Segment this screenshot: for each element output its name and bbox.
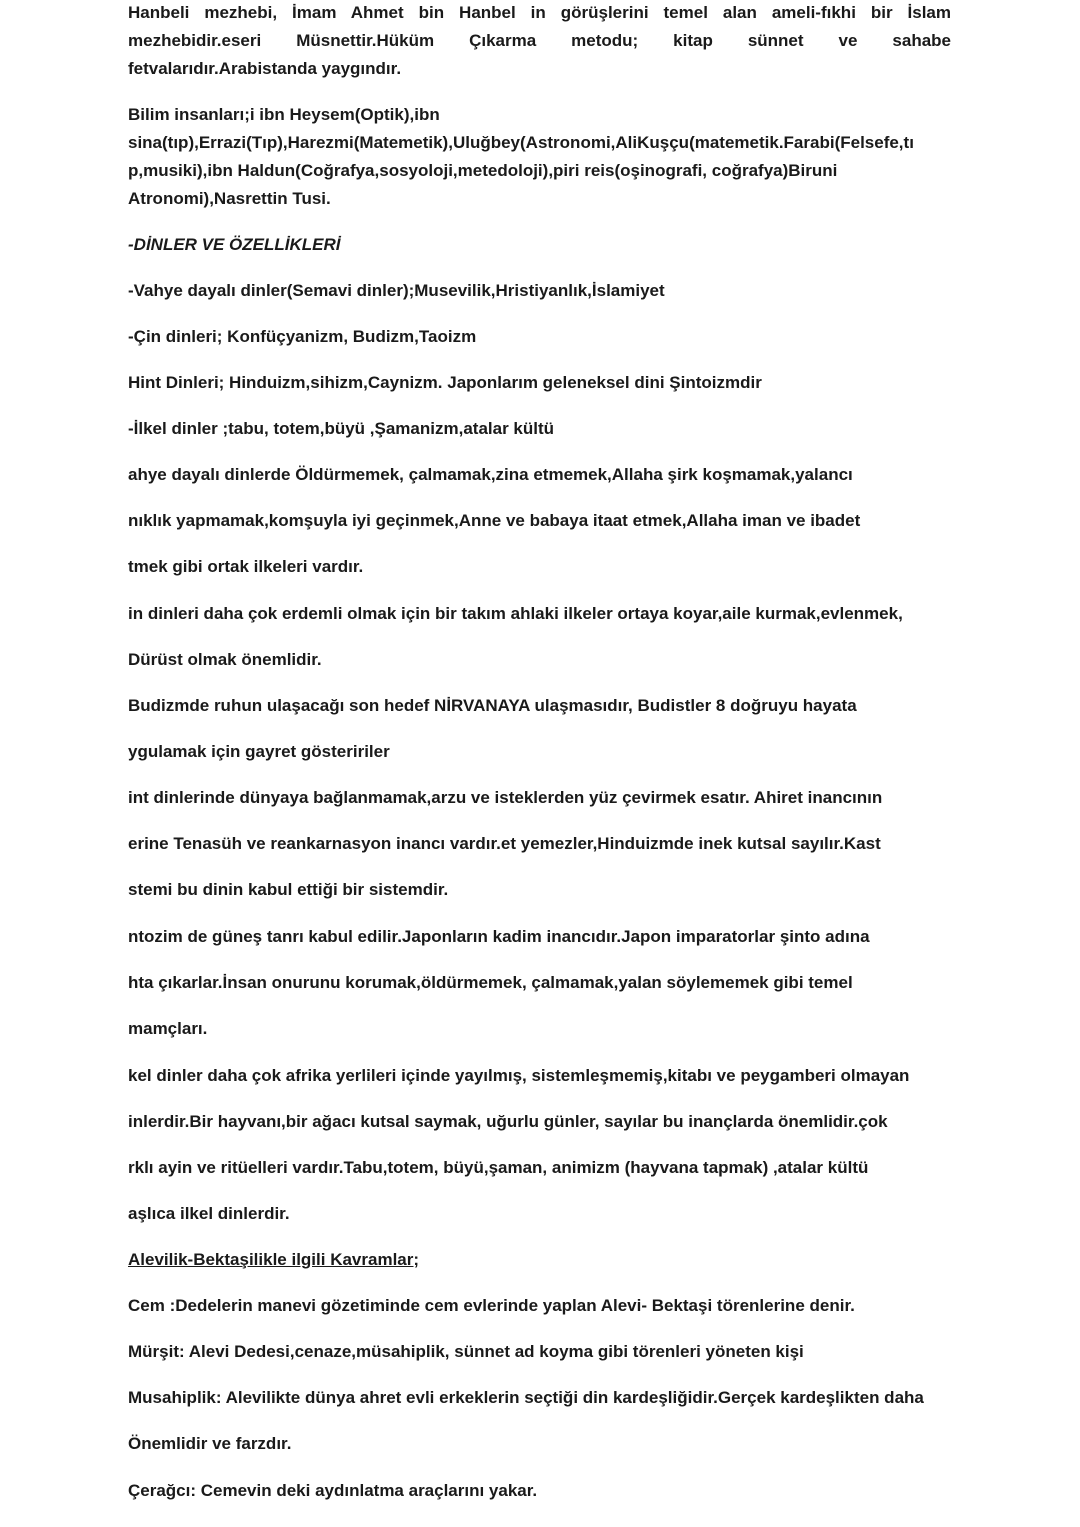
text-line: Budizmde ruhun ulaşacağı son hedef NİRVANAYA ulaşmasıdır, Budistler 8 doğruyu hayata <box>128 696 857 715</box>
text-line: mamçları. <box>128 1019 208 1038</box>
text-line: Bilim insanları;i ibn Heysem(Optik),ibn <box>128 105 440 124</box>
text-line: Hint Dinleri; Hinduizm,sihizm,Caynizm. Japonlarım geleneksel dini Şintoizmdir <box>128 373 762 392</box>
text-line: kel dinler daha çok afrika yerlileri içinde yayılmış, sistemleşmemiş,kitabı ve peygamberi olmayan <box>128 1066 910 1085</box>
text-line: p,musiki),ibn Haldun(Coğrafya,sosyoloji,metedoloji),piri reis(oşinografi, coğrafya)Biruni <box>128 161 838 180</box>
text-line: int dinlerinde dünyaya bağlanmamak,arzu ve isteklerden yüz çevirmek esatır. Ahiret inancının <box>128 788 883 807</box>
text-line: aşlıca ilkel dinlerdir. <box>128 1204 290 1223</box>
section-heading: -DİNLER VE ÖZELLİKLERİ <box>128 235 341 254</box>
text-line: erine Tenasüh ve reankarnasyon inancı vardır.et yemezler,Hinduizmde inek kutsal sayılır.Kast <box>128 834 881 853</box>
text-line: Cem :Dedelerin manevi gözetiminde cem evlerinde yaplan Alevi- Bektaşi törenlerine denir. <box>128 1296 855 1315</box>
text-line: fetvalarıdır.Arabistanda yaygındır. <box>128 59 402 78</box>
text-line: Musahiplik: Alevilikte dünya ahret evli erkeklerin seçtiği din kardeşliğidir.Gerçek kardeşlikten daha <box>128 1388 924 1407</box>
text-line: ntozim de güneş tanrı kabul edilir.Japonların kadim inancıdır.Japon imparatorlar şinto adına <box>128 927 870 946</box>
section-heading: Alevilik-Bektaşilikle ilgili Kavramlar; <box>128 1250 420 1269</box>
text-line: nıklık yapmamak,komşuyla iyi geçinmek,Anne ve babaya itaat etmek,Allaha iman ve ibadet <box>128 511 861 530</box>
text-line: ahye dayalı dinlerde Öldürmemek, çalmamak,zina etmemek,Allaha şirk koşmamak,yalancı <box>128 465 853 484</box>
text-line: -İlkel dinler ;tabu, totem,büyü ,Şamanizm,atalar kültü <box>128 419 555 438</box>
text-line: mezhebidir.eseri Müsnettir.Hüküm Çıkarma metodu; kitap sünnet ve sahabe <box>128 31 951 50</box>
text-line: Mürşit: Alevi Dedesi,cenaze,müsahiplik, sünnet ad koyma gibi törenleri yöneten kişi <box>128 1342 804 1361</box>
text-line: inlerdir.Bir hayvanı,bir ağacı kutsal saymak, uğurlu günler, sayılar bu inançlarda önemlidir.çok <box>128 1112 888 1131</box>
text-line: rklı ayin ve ritüelleri vardır.Tabu,totem, büyü,şaman, animizm (hayvana tapmak) ,atalar kültü <box>128 1158 869 1177</box>
text-line: -Çin dinleri; Konfüçyanizm, Budizm,Taoizm <box>128 327 477 346</box>
text-line: tmek gibi ortak ilkeleri vardır. <box>128 557 364 576</box>
text-line: Atronomi),Nasrettin Tusi. <box>128 189 331 208</box>
text-line: Dürüst olmak önemlidir. <box>128 650 322 669</box>
text-line: in dinleri daha çok erdemli olmak için bir takım ahlaki ilkeler ortaya koyar,aile kurmak,evlenmek, <box>128 604 903 623</box>
text-line: Önemlidir ve farzdır. <box>128 1434 292 1453</box>
text-line: -Vahye dayalı dinler(Semavi dinler);Musevilik,Hristiyanlık,İslamiyet <box>128 281 665 300</box>
text-line: Hanbeli mezhebi, İmam Ahmet bin Hanbel in görüşlerini temel alan ameli-fıkhi bir İslam <box>128 3 951 22</box>
text-line: stemi bu dinin kabul ettiği bir sistemdir. <box>128 880 449 899</box>
text-line: sina(tıp),Errazi(Tıp),Harezmi(Matemetik),Uluğbey(Astronomi,AliKuşçu(matemetik.Farabi(Felsefe,tı <box>128 133 914 152</box>
text-line: ygulamak için gayret gösteririler <box>128 742 390 761</box>
text-line: Çerağcı: Cemevin deki aydınlatma araçlarını yakar. <box>128 1481 538 1500</box>
text-line: hta çıkarlar.İnsan onurunu korumak,öldürmemek, çalmamak,yalan söylememek gibi temel <box>128 973 853 992</box>
